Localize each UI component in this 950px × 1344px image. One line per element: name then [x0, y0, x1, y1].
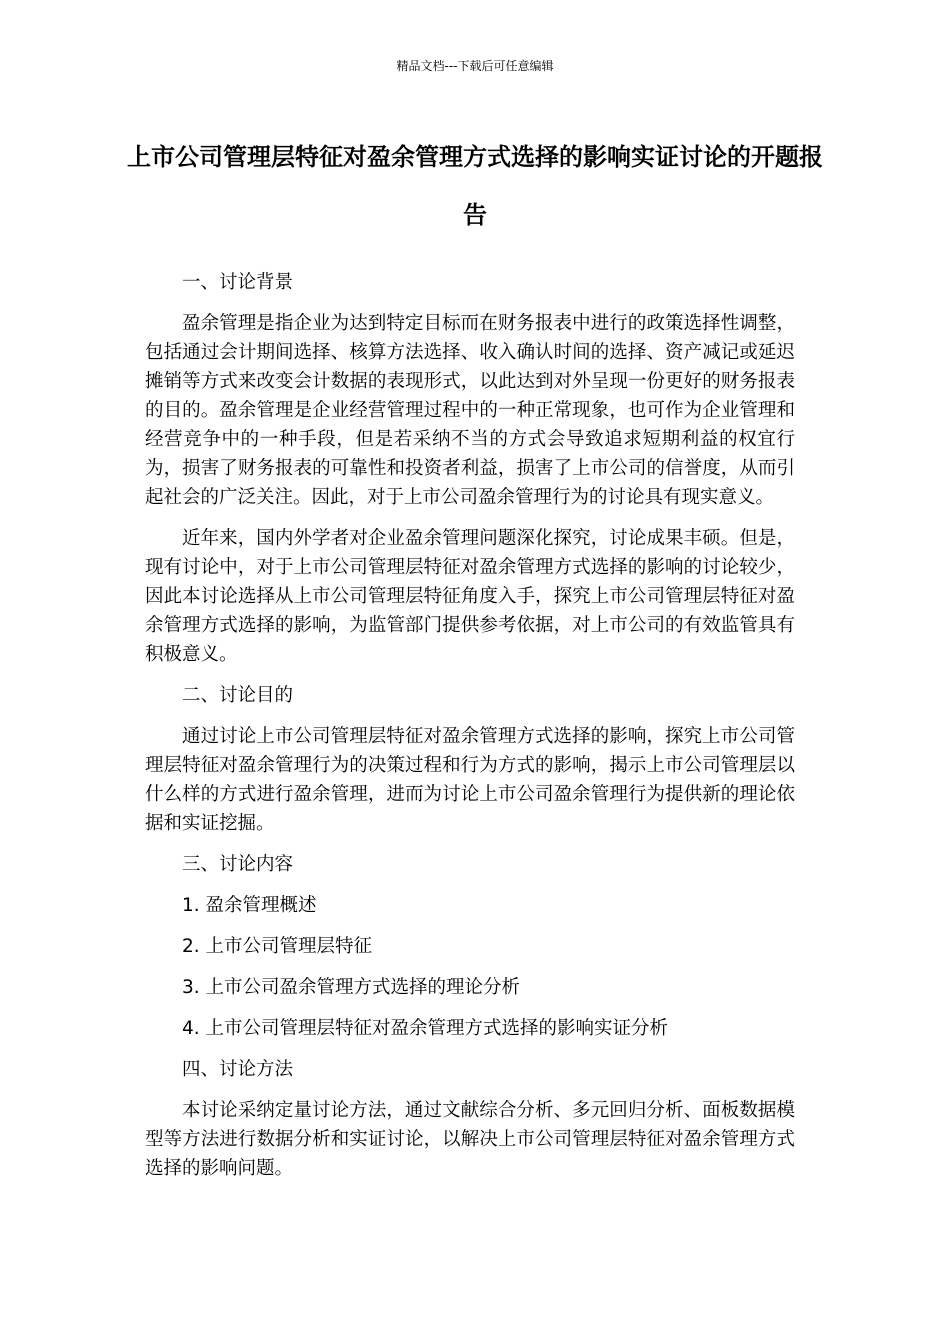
paragraph-background-1: 盈余管理是指企业为达到特定目标而在财务报表中进行的政策选择性调整，包括通过会计期间选择、核算方法选择、收入确认时间的选择、资产减记或延迟摊销等方式来改变会计数据的表现形式，以此达到对外呈现一份更好的财务报表的目的。盈余管理是企业经营管理过程中的一种正常现象，也可作为企业管理和经营竞争中的一种手段，但是若采纳不当的方式会导致追求短期利益的权宜行为，损害了财务报表的可靠性和投资者利益，损害了上市公司的信誉度，从而引起社会的广泛关注。因此，对于上市公司盈余管理行为的讨论具有现实意义。: [145, 313, 795, 508]
section-heading-purpose: 二、讨论目的: [182, 685, 294, 706]
paragraph-background-2: 近年来，国内外学者对企业盈余管理问题深化探究，讨论成果丰硕。但是，现有讨论中，对于上市公司管理层特征对盈余管理方式选择的影响的讨论较少，因此本讨论选择从上市公司管理层特征角度入手，探究上市公司管理层特征对盈余管理方式选择的影响，为监管部门提供参考依据，对上市公司的有效监管具有积极意义。: [145, 528, 795, 665]
list-item: 3. 上市公司盈余管理方式选择的理论分析: [182, 977, 521, 998]
list-item: 4. 上市公司管理层特征对盈余管理方式选择的影响实证分析: [182, 1018, 669, 1039]
list-item: 2. 上市公司管理层特征: [182, 936, 373, 957]
document-body: [145, 268, 795, 1195]
section-heading-background: 一、讨论背景: [182, 272, 294, 293]
document-title: 上市公司管理层特征对盈余管理方式选择的影响实证讨论的开题报告: [127, 143, 823, 229]
section-heading-method: 四、讨论方法: [182, 1059, 294, 1080]
paragraph-method: 本讨论采纳定量讨论方法，通过文献综合分析、多元回归分析、面板数据模型等方法进行数据分析和实证讨论，以解决上市公司管理层特征对盈余管理方式选择的影响问题。: [145, 1100, 795, 1179]
paragraph-purpose: 通过讨论上市公司管理层特征对盈余管理方式选择的影响，探究上市公司管理层特征对盈余管理行为的决策过程和行为方式的影响，揭示上市公司管理层以什么样的方式进行盈余管理，进而为讨论上市公司盈余管理行为提供新的理论依据和实证挖掘。: [145, 726, 795, 834]
list-item: 1. 盈余管理概述: [182, 895, 317, 916]
page-header: 精品文档---下载后可任意编辑: [396, 59, 554, 73]
section-heading-content: 三、讨论内容: [182, 854, 294, 875]
